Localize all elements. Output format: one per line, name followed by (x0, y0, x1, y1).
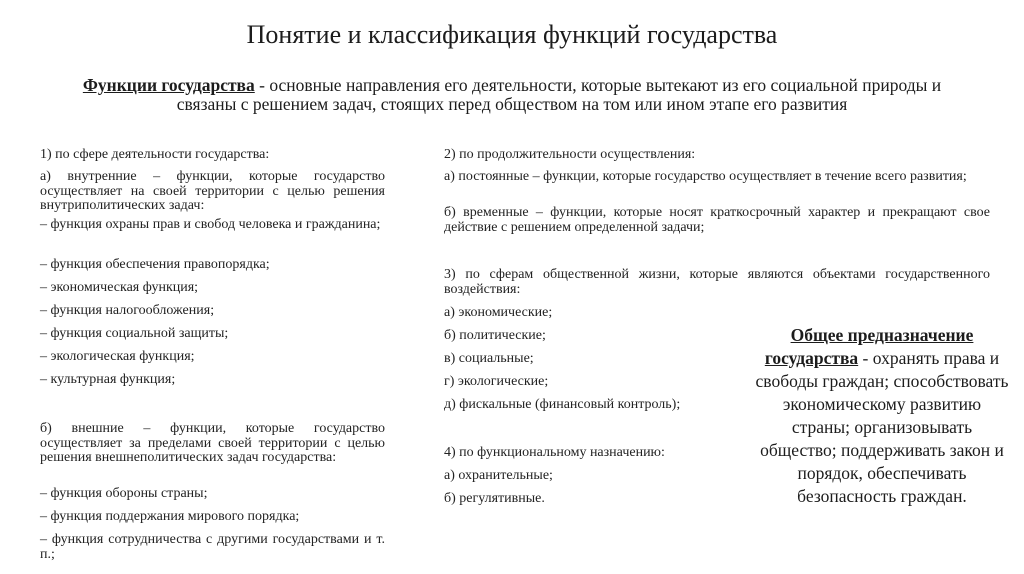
list-item: – экологическая функция; (40, 349, 195, 364)
right-panel (420, 140, 1024, 574)
spheres-heading: 3) по сферам общественной жизни, которые являются объектами государственного воздействия: (444, 267, 990, 297)
list-item: в) социальные; (444, 351, 534, 366)
definition (80, 76, 944, 114)
list-item: д) фискальные (финансовый контроль); (444, 397, 681, 412)
definition-term: Функции государства (82, 75, 255, 95)
external-functions-intro: б) внешние – функции, которые государство осуществляет за пределами своей территории с целью решения внешнеполитических задач государства: (40, 421, 385, 465)
list-item: – функция обеспечения правопорядка; (40, 257, 270, 272)
duration-b: б) временные – функции, которые носят краткосрочный характер и прекращают свое действие с решением определенной задачи; (444, 205, 990, 235)
general-purpose-term: Общее предназначение государства (764, 325, 974, 368)
list-item: – культурная функция; (40, 372, 176, 387)
list-item: б) политические; (444, 328, 546, 343)
list-item: – функция охраны прав и свобод человека и гражданина; (40, 217, 381, 232)
list-item: а) экономические; (444, 305, 553, 320)
header-panel (0, 0, 1024, 140)
list-item: б) регулятивные. (444, 491, 545, 506)
list-item: – функция сотрудничества с другими государствами и т. п.; (40, 532, 385, 562)
general-purpose-text: - охранять права и свободы граждан; способствовать экономическому развитию страны; организовывать общество; поддерживать закон и порядок, обеспечивать безопасность граждан. (755, 348, 1009, 506)
list-item: – экономическая функция; (40, 280, 199, 295)
sphere-heading: 1) по сфере деятельности государства: (40, 147, 270, 162)
functional-purpose-heading: 4) по функциональному назначению: (444, 445, 665, 460)
list-item: а) охранительные; (444, 468, 553, 483)
duration-a: а) постоянные – функции, которые государство осуществляет в течение всего развития; (444, 169, 967, 184)
list-item: – функция социальной защиты; (40, 326, 229, 341)
list-item: – функция налогообложения; (40, 303, 215, 318)
internal-functions-intro: а) внутренние – функции, которые государство осуществляет на своей территории с целью решения внутриполитических задач: (40, 169, 385, 213)
definition-text: - основные направления его деятельности, которые вытекают из его социальной природы и связаны с решением задач, стоящих перед обществом на том или ином этапе его развития (176, 75, 942, 114)
duration-heading: 2) по продолжительности осуществления: (444, 147, 696, 162)
general-purpose (754, 324, 1010, 508)
slide-title: Понятие и классификация функций государства (246, 20, 778, 49)
left-panel (0, 140, 420, 574)
list-item: – функция обороны страны; (40, 486, 208, 501)
list-item: г) экологические; (444, 374, 549, 389)
list-item: – функция поддержания мирового порядка; (40, 509, 300, 524)
